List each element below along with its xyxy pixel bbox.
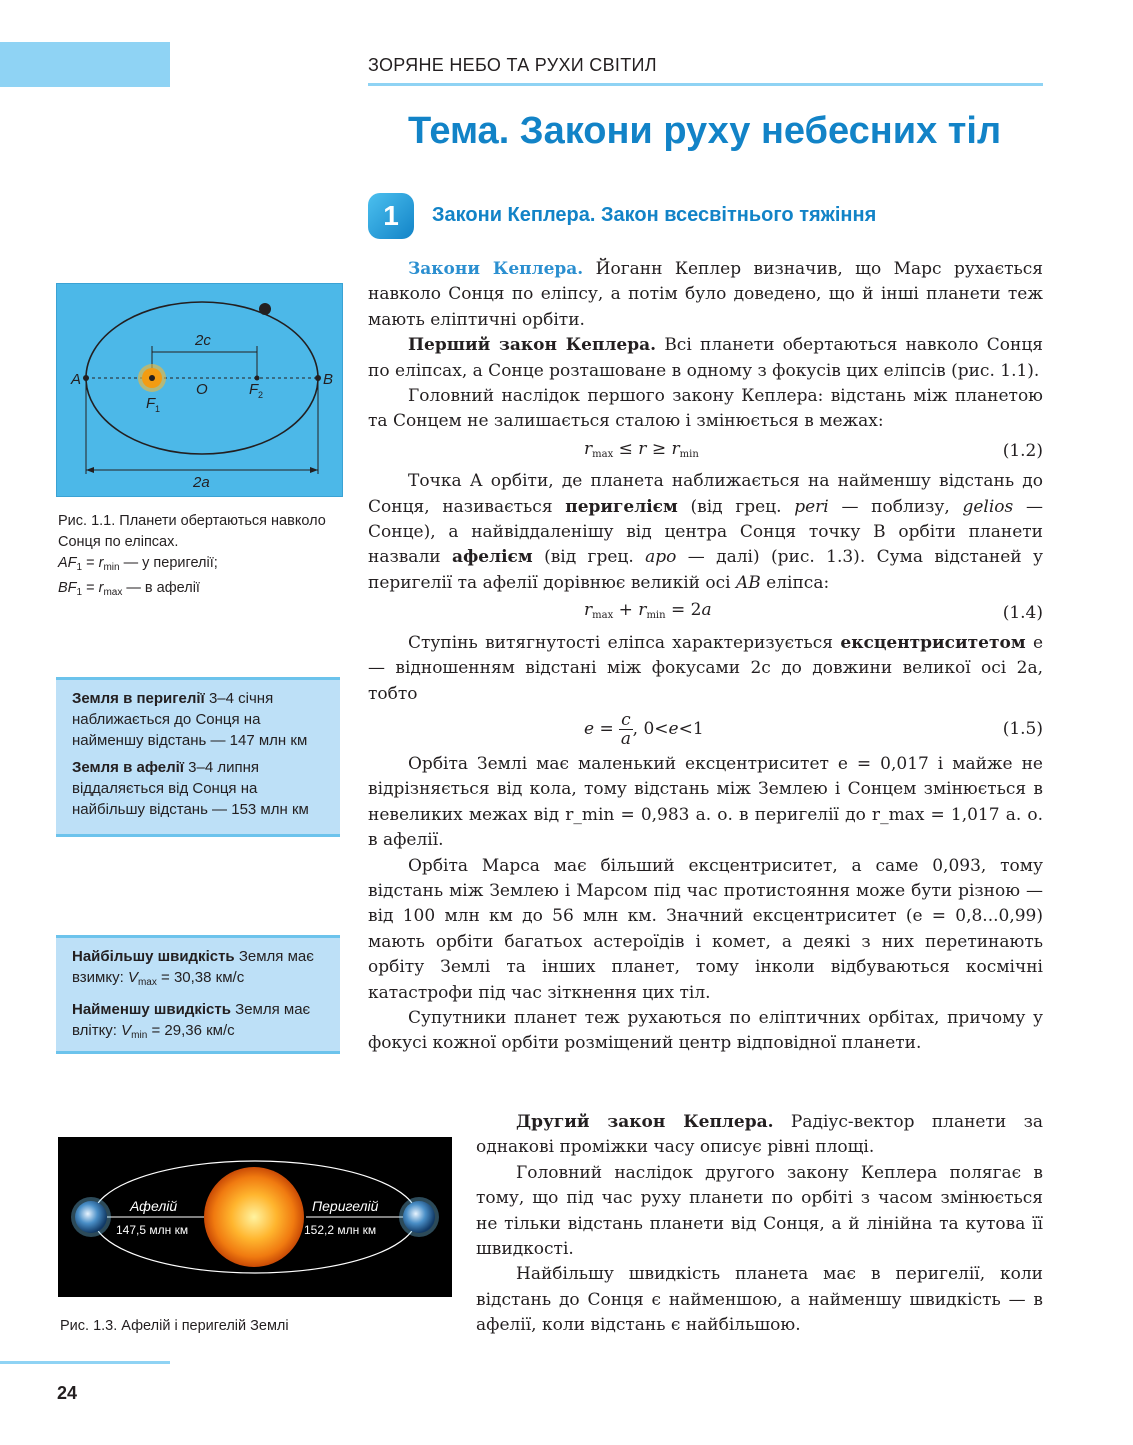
info-box-speed: Найбільшу швидкість Земля має взимку: $V_{max} = 30,38$ км/с Найменшу швидкість Земля має влітку: $V_{min} = 29,36$ км/с <box>56 935 340 1054</box>
label-a: A <box>71 371 82 388</box>
label-b: B <box>323 371 334 388</box>
page-number: 24 <box>57 1383 78 1403</box>
figure-1-1-caption: Рис. 1.1. Планети обертаються навколо Сонця по еліпсах. $AF_1 = r_{min}$ — у перигелії; $BF_1 = r_{max}$ — в афелії <box>58 513 326 598</box>
paragraph-second-law-consequence: Головний наслідок другого закону Кеплера полягає в тому, що під час руху планети по орбіті з часом змінюється не тільки відстань планети від Сонця, а й лінійна та кутова її швидкості. <box>476 1162 1043 1260</box>
equation-1-4 <box>368 598 1043 628</box>
equation-formula: $r_{max} + r_{min} = 2a$ <box>584 600 712 622</box>
equation-number: (1.2) <box>1002 441 1043 462</box>
label-2c: 2c <box>195 332 211 349</box>
svg-text:2: 2 <box>258 390 264 400</box>
page-title: Тема. Закони руху небесних тіл <box>408 110 1002 152</box>
equation-formula: $r_{max} \le r \ge r_{min}$ <box>584 438 699 460</box>
perihelion-label: Перигелій <box>312 1198 379 1214</box>
equation-number: (1.4) <box>1002 602 1043 623</box>
paragraph-earth-orbit: Орбіта Землі має маленький ексцентриситет e = 0,017 і майже не відрізняється від кола, тому відстань між Землею і Сонцем змінюється в невеликих межах від r_min = 0,983 а. о. в перигелії до r_max = 1,017 а. о. в афелії. <box>368 753 1043 851</box>
paragraph-speed: Найбільшу швидкість планета має в перигелії, коли відстань до Сонця є найменшою, а найменшу швидкість — в афелії, коли відстань є найбільшою. <box>476 1264 1043 1336</box>
perihelion-distance: 152,2 млн км <box>304 1223 377 1237</box>
running-head: ЗОРЯНЕ НЕБО ТА РУХИ СВІТИЛ <box>368 55 657 75</box>
equation-1-2 <box>368 437 1043 467</box>
section-title: Закони Кеплера. Закон всесвітнього тяжіння <box>432 204 877 226</box>
header-rule <box>368 83 1043 86</box>
label-o: O <box>196 381 208 398</box>
aphelion-distance: 147,5 млн км <box>116 1223 189 1237</box>
label-f2: F <box>249 381 259 398</box>
paragraph-second-law: Другий закон Кеплера. Радіус-вектор планети за однакові проміжки часу описує рівні площі. <box>476 1112 1043 1158</box>
info-box-perihelion-aphelion: Земля в перигелії 3–4 січня наближається до Сонця на найменшу відстань — 147 млн км Земля в афелії 3–4 липня віддаляється від Сонця на найбільшу відстань — 153 млн км <box>56 677 340 837</box>
aphelion-label: Афелій <box>130 1198 178 1214</box>
top-color-tab <box>0 42 170 87</box>
main-text-column <box>368 257 1043 1057</box>
label-f1: F <box>146 395 156 412</box>
paragraph-mars-orbit: Орбіта Марса має більший ексцентриситет, а саме 0,093, тому відстань між Землею і Марсом під час протистояння може бути різною — від 100 млн км до 56 млн км. Значний ексцентриситет (e = 0,8...0,99) мають орбіти багатьох астероїдів і комет, а деякі з них перетинають орбіту Землі та інших планет, тому інколи відбуваються космічні катастрофи під час зіткнення цих тіл. <box>368 855 1043 1003</box>
paragraph-first-law: Перший закон Кеплера. Всі планети обертаються навколо Сонця по еліпсах, а Сонце розташоване в одному з фокусів цих еліпсів (рис. 1.1). <box>368 335 1043 381</box>
ellipse-diagram <box>57 284 342 496</box>
label-2a: 2a <box>193 474 210 491</box>
paragraph-kepler-laws: Закони Кеплера. Йоганн Кеплер визначив, що Марс рухається навколо Сонця по еліпсу, а потім було доведено, що й інші планети теж мають еліптичні орбіти. <box>368 259 1043 330</box>
section-number-badge: 1 <box>368 193 414 239</box>
ellipse-orbit-figure <box>56 283 343 497</box>
lower-text-column <box>476 1110 1043 1339</box>
earth-orbit-illustration <box>58 1137 452 1297</box>
paragraph-satellites: Супутники планет теж рухаються по еліптичних орбітах, причому у фокусі кожної орбіти розміщений центр відповідної планети. <box>368 1007 1043 1054</box>
footer-rule <box>0 1361 170 1364</box>
svg-text:1: 1 <box>155 404 161 414</box>
aphelion-perihelion-figure <box>58 1137 452 1297</box>
paragraph-perihelion-aphelion: Точка А орбіти, де планета наближається на найменшу відстань до Сонця, називається перигелієм (від грец. peri — поблизу, gelios — Сонце), а найвіддаленішу від центра Сонця точку B орбіти планети назвали афелієм (від грец. apo — далі) (рис. 1.3). Сума відстаней у перигелії та афелії дорівнює великій осі AB еліпса: <box>368 471 1043 593</box>
figure-1-3-caption: Рис. 1.3. Афелій і перигелій Землі <box>60 1318 289 1334</box>
equation-1-5 <box>368 711 1043 748</box>
equation-number: (1.5) <box>1002 718 1043 739</box>
paragraph-first-law-consequence: Головний наслідок першого закону Кеплера: відстань між планетою та Сонцем не залишається сталою і змінюється в межах: <box>368 386 1043 432</box>
equation-formula: e = c a , 0< e <1 <box>584 709 704 749</box>
paragraph-eccentricity: Ступінь витягнутості еліпса характеризується ексцентриситетом e — відношенням відстані між фокусами 2c до довжини великої осі 2a, тобто <box>368 632 1044 704</box>
